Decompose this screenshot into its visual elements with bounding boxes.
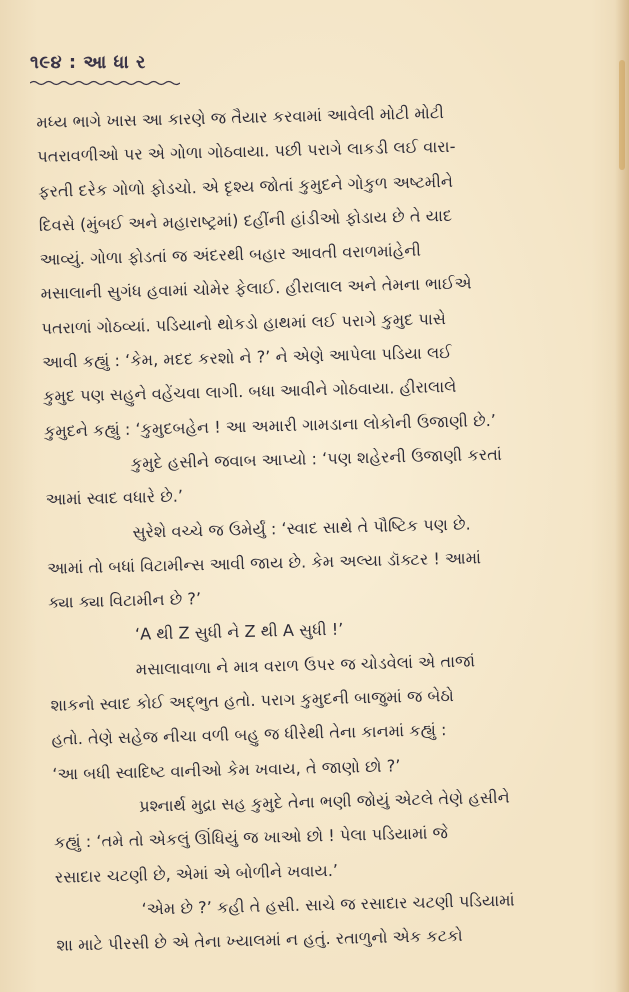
body-text	[36, 92, 627, 963]
text-line: પ્રશ્નાર્થ મુદ્રા સહ કુમુદે તેના ભણી જોયું એટલે તેણે હસીને	[138, 787, 510, 816]
text-line: શાકનો સ્વાદ કોઈ અદ્ભુત હતો. પરાગ કુમુદની બાજુમાં જ બેઠો	[50, 686, 455, 715]
text-line: ‘આ બધી સ્વાદિષ્ટ વાનીઓ કેમ ખવાય, તે જાણો છો ?’	[52, 755, 401, 784]
text-line: પતરાવળીઓ પર એ ગોળા ગોઠવાયા. પછી પરાગે લાકડી લઈ વારા-	[37, 137, 456, 167]
text-line: મધ્ય ભાગે ખાસ આ કારણે જ તૈયાર કરવામાં આવેલી મોટી મોટી	[36, 103, 445, 132]
text-line: મસાલાવાળા ને માત્ર વરાળ ઉપર જ ચોડવેલાં એ તાજાં	[135, 651, 476, 679]
text-line: ક્યા ક્યા વિટામીન છે ?’	[47, 589, 202, 613]
text-line: આમાં તો બધાં વિટામીન્સ આવી જાય છે. કેમ અલ્યા ડૉક્ટર ! આમાં	[47, 548, 482, 578]
text-line: મસાલાની સુગંધ હવામાં ચોમેર ફેલાઈ. હીરાલાલ અને તેમના ભાઈએ	[40, 273, 472, 304]
page-stain	[619, 60, 625, 170]
text-line: કુમુદને કહ્યું : ‘કુમુદબહેન ! આ અમારી ગામડાના લોકોની ઉજાણી છે.’	[43, 410, 497, 441]
text-line: કુમુદે હસીને જવાબ આપ્યો : ‘પણ શહેરની ઉજાણી કરતાં	[130, 444, 503, 473]
text-line: રસાદાર ચટણી છે, એમાં એ બોળીને ખવાય.’	[54, 860, 339, 887]
text-line: ‘A થી Z સુધી ને Z થી A સુધી !’	[134, 620, 344, 645]
text-line: દિવસે (મુંબઈ અને મહારાષ્ટ્રમાં) દહીંની હાંડીઓ ફોડાય છે તે યાદ	[38, 205, 453, 235]
text-line: આવ્યું. ગોળા ફોડતાં જ અંદરથી બહાર આવતી વરાળમાંહેની	[39, 240, 422, 270]
text-line: ‘એમ છે ?’ કહી તે હસી. સાચે જ રસાદાર ચટણી પડિયામાં	[141, 890, 515, 919]
text-line: પતરાળાં ગોઠવ્યાં. પડિયાનો થોકડો હાથમાં લઈ પરાગે કુમુદ પાસે	[41, 308, 447, 338]
text-line: આમાં સ્વાદ વધારે છે.’	[45, 486, 184, 510]
text-line: આવી કહ્યું : ‘કેમ, મદદ કરશો ને ?’ ને એણે આપેલા પડિયા લઈ	[42, 342, 452, 372]
text-line: શા માટે પીરસી છે એ તેના ખ્યાલમાં ન હતું. રતાળુનો એક કટકો	[56, 925, 463, 955]
text-line: સુરેશે વચ્ચે જ ઉમેર્યું : ‘સ્વાદ સાથે તે પૌષ્ટિક પણ છે.	[132, 514, 471, 542]
text-line: હતો. તેણે સહેજ નીચા વળી બહુ જ ધીરેથી તેના કાનમાં કહ્યું :	[51, 720, 447, 750]
page-header: ૧૯૪ : આ ધા ર	[30, 52, 146, 73]
text-line: ફરતી દરેક ગોળો ફોડચો. એ દૃશ્ય જોતાં કુમુદને ગોકુળ અષ્ટમીને	[37, 171, 454, 201]
text-line: કહ્યું : ‘તમે તો એકલું ઊંધિયું જ ખાઓ છો ! પેલા પડિયામાં જે	[53, 823, 449, 853]
text-line: કુમુદ પણ સહુને વહેંચવા લાગી. બધા આવીને ગોઠવાયા. હીરાલાલે	[42, 377, 457, 407]
header-wavy-rule	[30, 80, 180, 86]
